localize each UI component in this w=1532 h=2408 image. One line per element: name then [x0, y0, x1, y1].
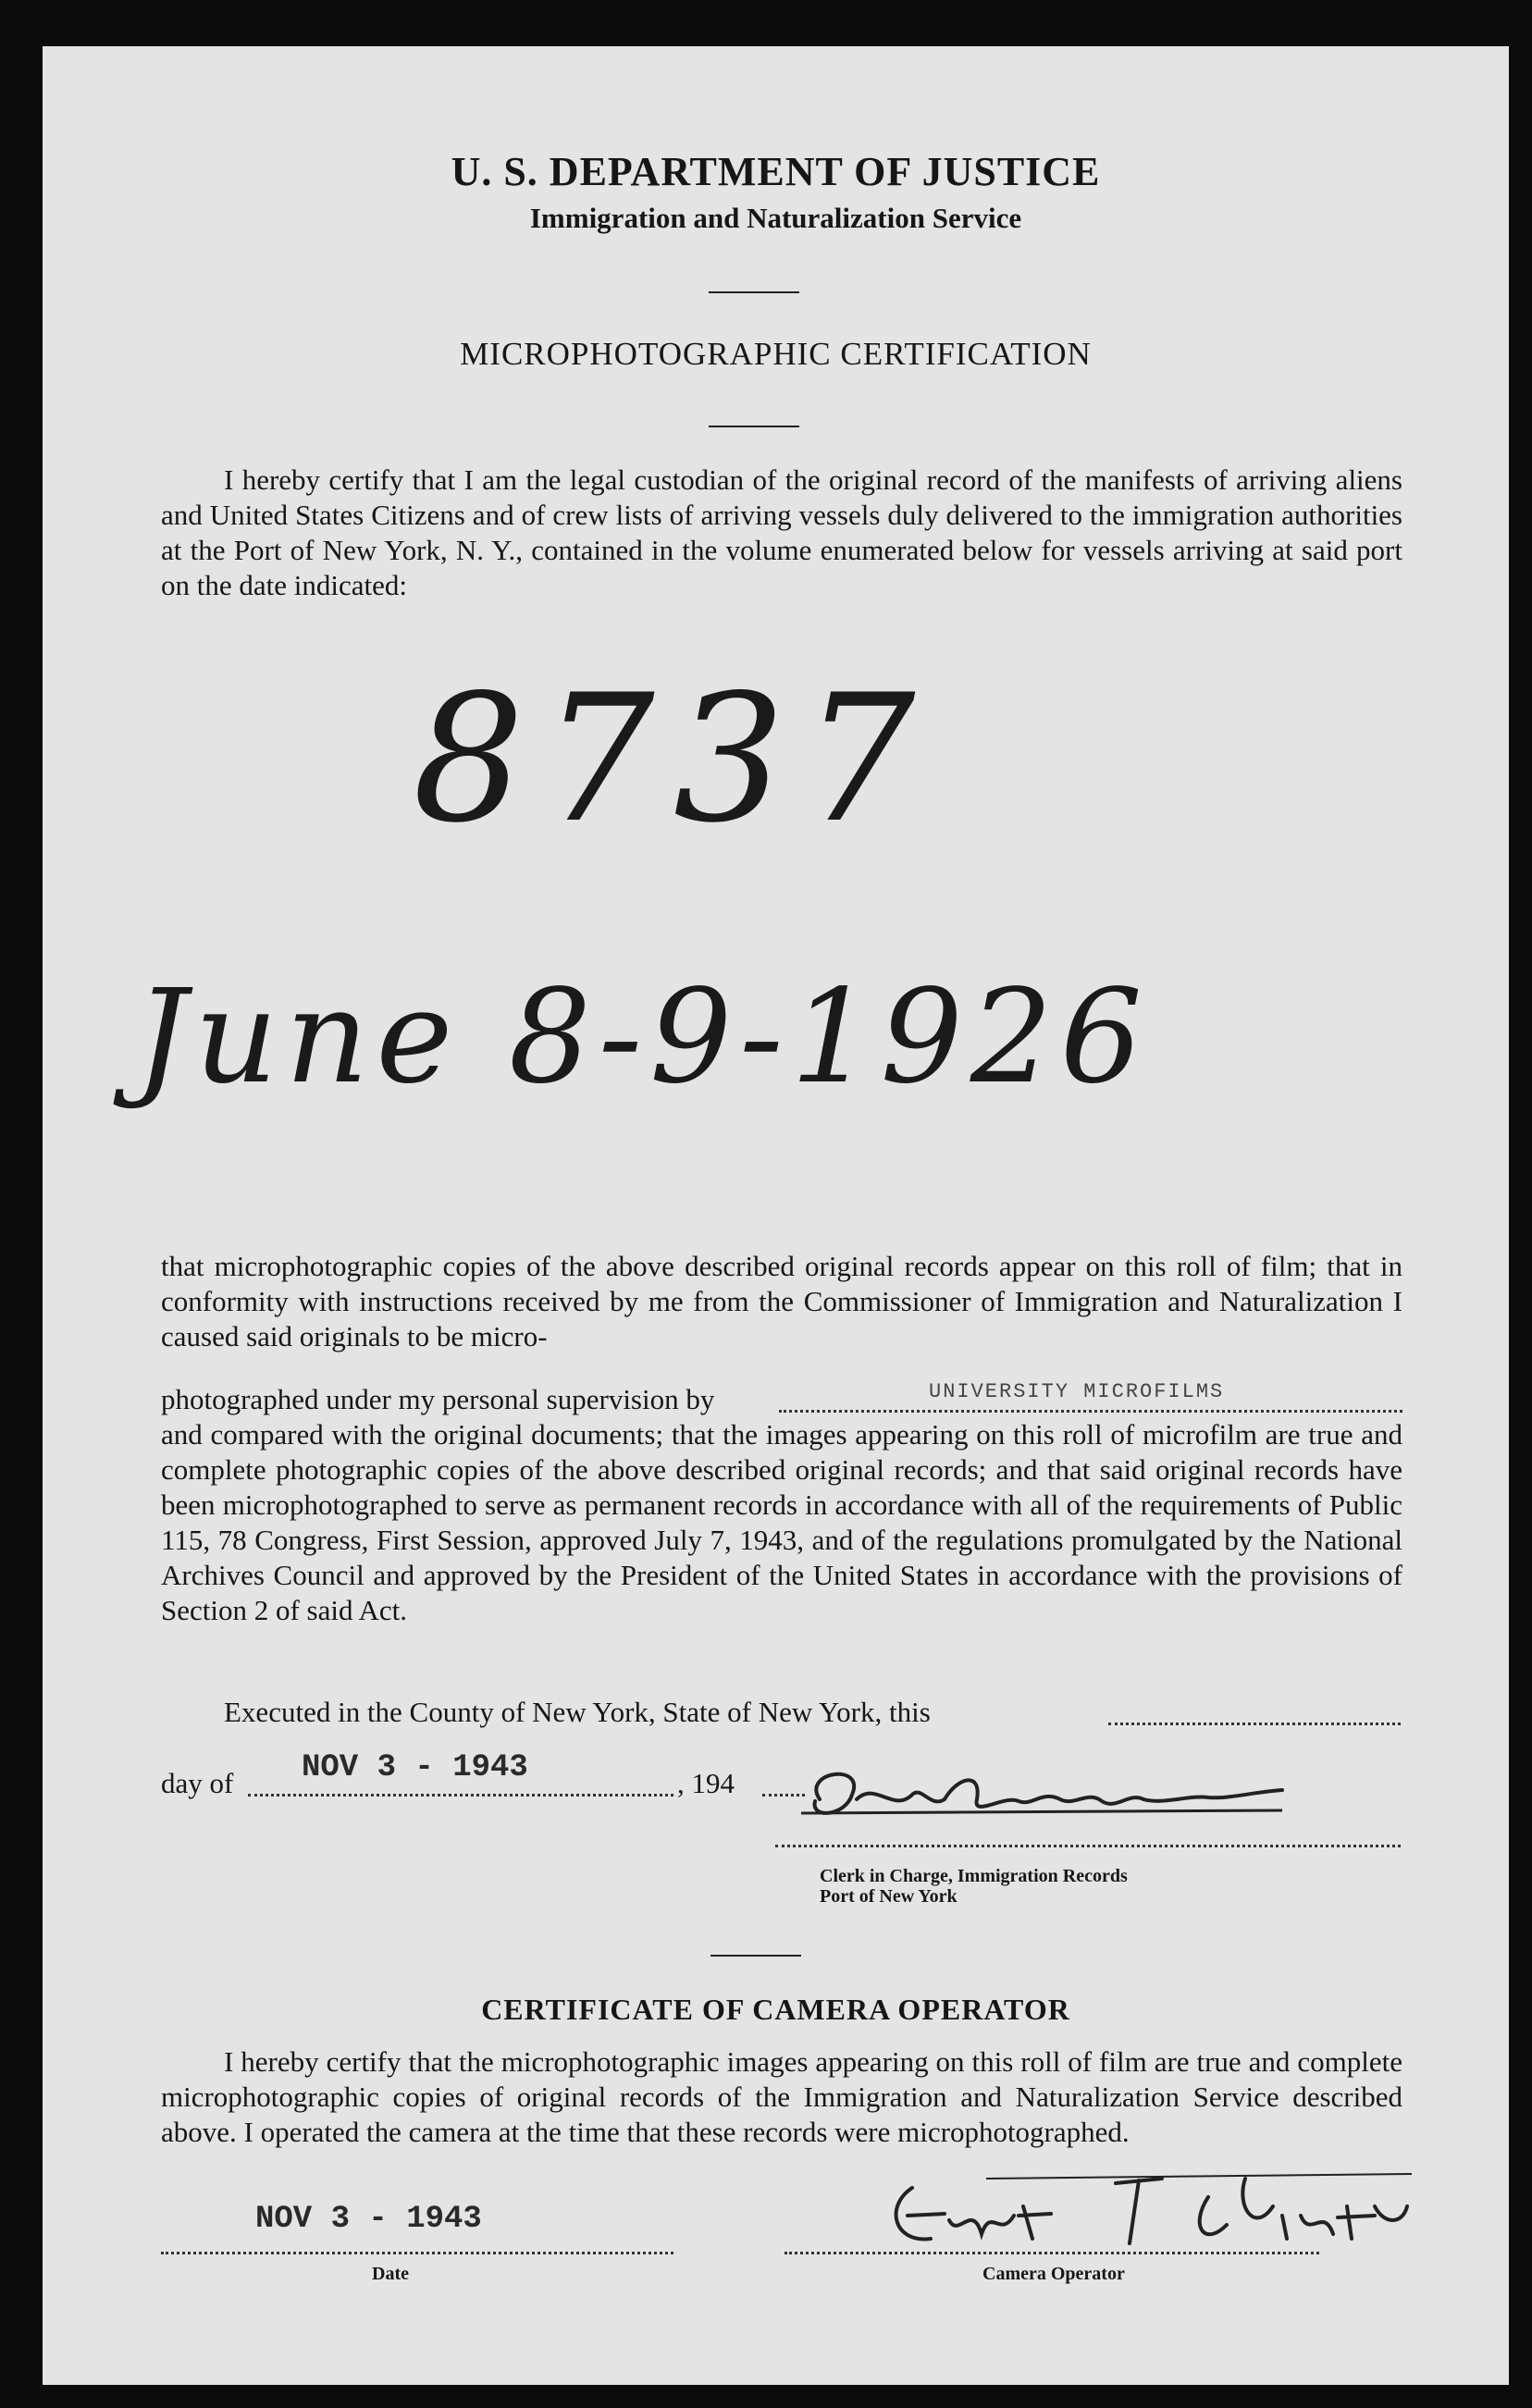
date-label: Date: [372, 2264, 409, 2284]
certification-title: MICROPHOTOGRAPHIC CERTIFICATION: [460, 336, 1092, 372]
divider: [709, 426, 799, 427]
body-paragraph-2: [161, 1417, 1402, 1628]
signer-title: Clerk in Charge, Immigration Records: [820, 1866, 1128, 1886]
clerk-signature-line: [775, 1845, 1401, 1847]
certificate-page: [43, 46, 1509, 2385]
body-text-2: and compared with the original documents; that the images appearing on this roll of microfilm are true and complete photographic copies of the above described original records; and that said original records have been microphotographed to serve as permanent records in accordance with all of the requirements of Public 115, 78 Congress, First Session, approved July 7, 1943, and of the regulations promulgated by the National Archives Council and approved by the President of the United States in accordance with the provisions of Section 2 of said Act.: [161, 1418, 1402, 1626]
body-text-1: that microphotographic copies of the above described original records appear on this roll of film; that in conformity with instructions received by me from the Commissioner of Immigration and Naturalization I caused said originals to be micro-: [161, 1250, 1402, 1352]
volume-number-handwritten: 8737: [413, 657, 934, 861]
clerk-signature: [764, 1744, 1319, 1846]
divider: [709, 291, 799, 293]
executed-line: [224, 1696, 931, 1729]
body-paragraph-1: [161, 1249, 1402, 1354]
supervisor-stamp: UNIVERSITY MICROFILMS: [929, 1380, 1225, 1403]
camera-operator-paragraph: [161, 2044, 1402, 2150]
divider: [710, 1955, 801, 1957]
camera-operator-text: I hereby certify that the microphotographic images appearing on this roll of film are true and complete microphotographic copies of original records of the Immigration and Naturalization Service described above. I operated the camera at the time that these records were microphotographed.: [161, 2045, 1402, 2148]
camera-stamp-date: NOV 3 - 1943: [255, 2202, 482, 2237]
date-dotted-line: [161, 2252, 673, 2254]
day-of-label: day of: [161, 1767, 234, 1799]
camera-operator-title: CERTIFICATE OF CAMERA OPERATOR: [481, 1993, 1070, 2026]
executed-text: Executed in the County of New York, State of New York, this: [224, 1696, 931, 1728]
executed-dotted-line: [1108, 1723, 1401, 1725]
supervision-dotted-line: [779, 1410, 1402, 1413]
intro-paragraph: [161, 463, 1402, 603]
supervision-line: [161, 1382, 1402, 1419]
day-of-stamp-date: NOV 3 - 1943: [302, 1750, 528, 1785]
intro-text: I hereby certify that I am the legal custodian of the original record of the manifests of arriving aliens and United States Citizens and of crew lists of arriving vessels duly delivered to the immigration authorities at the Port of New York, N. Y., contained in the volume enumerated below for vessels arriving at said port on the date indicated:: [161, 463, 1402, 601]
day-of-dotted-line: [248, 1794, 673, 1797]
camera-operator-signature-line: [785, 2252, 1319, 2254]
volume-date-handwritten: June 8-9-1926: [135, 962, 1150, 1113]
signer-location: Port of New York: [820, 1886, 958, 1907]
service-subtitle: Immigration and Naturalization Service: [529, 202, 1022, 234]
supervision-label: photographed under my personal supervision by: [161, 1383, 715, 1415]
camera-operator-label: Camera Operator: [982, 2264, 1125, 2284]
year-label: , 194: [677, 1767, 735, 1799]
department-title: U. S. DEPARTMENT OF JUSTICE: [451, 149, 1101, 194]
